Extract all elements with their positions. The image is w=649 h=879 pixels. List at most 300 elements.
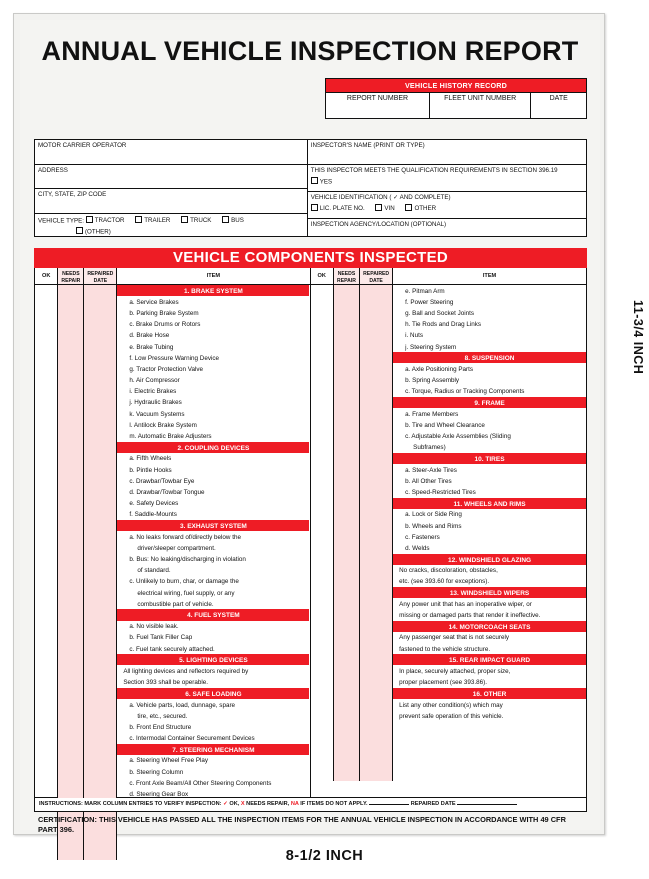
needs-repair-cell[interactable] bbox=[58, 665, 84, 676]
item-label: b. Wheels and Rims bbox=[405, 522, 462, 530]
na-mark-icon: NA bbox=[290, 801, 299, 807]
repaired-date-cell[interactable] bbox=[84, 419, 117, 430]
section-header-row bbox=[35, 285, 310, 296]
needs-repair-cell[interactable] bbox=[58, 307, 84, 318]
needs-repair-cell[interactable] bbox=[58, 755, 84, 766]
needs-repair-cell[interactable] bbox=[334, 486, 360, 497]
section-label: 11. WHEELS AND RIMS bbox=[393, 498, 586, 509]
carrier-column bbox=[35, 140, 308, 236]
filler-cell bbox=[393, 721, 586, 723]
repaired-date-cell[interactable] bbox=[360, 520, 393, 531]
inspection-item-row bbox=[311, 565, 587, 576]
item-label: b. Front End Structure bbox=[129, 723, 192, 731]
needs-repair-cell[interactable] bbox=[334, 307, 360, 318]
repaired-date-cell[interactable] bbox=[84, 677, 117, 688]
checkbox-icon[interactable] bbox=[405, 204, 412, 211]
needs-repair-cell[interactable] bbox=[58, 587, 84, 598]
needs-repair-cell[interactable] bbox=[334, 609, 360, 620]
vehicle-type-tractor-label: TRACTOR bbox=[94, 217, 125, 224]
repaired-date-cell[interactable] bbox=[84, 721, 117, 732]
needs-repair-cell[interactable] bbox=[58, 733, 84, 744]
repaired-date-cell[interactable] bbox=[84, 307, 117, 318]
ok-checkbox-cell[interactable] bbox=[311, 408, 334, 419]
repaired-date-cell[interactable] bbox=[360, 375, 393, 386]
inspection-item-row bbox=[311, 520, 587, 531]
item-label: j. Steering System bbox=[405, 343, 457, 351]
needs-repair-cell[interactable] bbox=[58, 363, 84, 374]
checkbox-icon[interactable] bbox=[375, 204, 382, 211]
repaired-date-cell[interactable] bbox=[360, 330, 393, 341]
needs-repair-cell[interactable] bbox=[334, 363, 360, 374]
repaired-date-cell[interactable] bbox=[84, 397, 117, 408]
x-mark-icon: X bbox=[240, 801, 245, 807]
item-label: fastened to the vehicle structure. bbox=[399, 645, 491, 653]
item-label: Subframes) bbox=[413, 444, 446, 452]
inspector-name-field[interactable]: INSPECTOR'S NAME (PRINT OR TYPE) bbox=[308, 140, 586, 165]
repaired-date-cell[interactable] bbox=[84, 430, 117, 441]
repaired-date-cell[interactable] bbox=[360, 643, 393, 654]
repaired-date-cell[interactable] bbox=[84, 464, 117, 475]
repaired-date-cell bbox=[84, 744, 117, 755]
table-filler-row bbox=[311, 721, 587, 781]
repaired-date-cell[interactable] bbox=[84, 509, 117, 520]
instructions-line bbox=[34, 798, 587, 812]
needs-repair-cell[interactable] bbox=[334, 319, 360, 330]
ok-checkbox-cell[interactable] bbox=[311, 296, 334, 307]
fleet-unit-number-field[interactable]: FLEET UNIT NUMBER bbox=[430, 92, 531, 118]
repaired-date-cell bbox=[360, 621, 393, 632]
ok-checkbox-cell[interactable] bbox=[311, 386, 334, 397]
needs-repair-cell[interactable] bbox=[334, 430, 360, 441]
needs-repair-cell[interactable] bbox=[58, 419, 84, 430]
needs-repair-cell[interactable] bbox=[334, 520, 360, 531]
ok-checkbox-cell[interactable] bbox=[311, 632, 334, 643]
needs-repair-cell[interactable] bbox=[58, 554, 84, 565]
checkbox-icon[interactable] bbox=[311, 177, 318, 184]
repaired-date-cell[interactable] bbox=[360, 598, 393, 609]
needs-repair-cell[interactable] bbox=[58, 710, 84, 721]
ok-checkbox-cell[interactable] bbox=[35, 699, 58, 710]
ok-checkbox-cell[interactable] bbox=[35, 531, 58, 542]
ok-checkbox-cell[interactable] bbox=[35, 632, 58, 643]
ok-checkbox-cell[interactable] bbox=[311, 375, 334, 386]
item-label: e. Brake Tubing bbox=[129, 343, 174, 351]
repaired-date-cell[interactable] bbox=[84, 498, 117, 509]
needs-repair-cell[interactable] bbox=[58, 721, 84, 732]
inspection-item-row bbox=[311, 643, 587, 654]
ok-checkbox-cell[interactable] bbox=[35, 643, 58, 654]
ok-checkbox-cell[interactable] bbox=[35, 453, 58, 464]
item-label: i. Electric Brakes bbox=[129, 388, 177, 396]
inspection-item-row bbox=[311, 576, 587, 587]
ok-checkbox-cell[interactable] bbox=[35, 498, 58, 509]
ok-checkbox-cell[interactable] bbox=[311, 710, 334, 721]
repaired-date-cell[interactable] bbox=[360, 632, 393, 643]
needs-repair-cell[interactable] bbox=[334, 408, 360, 419]
ok-checkbox-cell[interactable] bbox=[311, 330, 334, 341]
item-label: proper placement (see 393.86). bbox=[399, 679, 487, 687]
repaired-date-cell[interactable] bbox=[360, 542, 393, 553]
needs-repair-cell[interactable] bbox=[334, 509, 360, 520]
needs-repair-cell[interactable] bbox=[334, 419, 360, 430]
needs-repair-cell[interactable] bbox=[334, 632, 360, 643]
section-header-row bbox=[311, 688, 587, 699]
needs-repair-cell[interactable] bbox=[58, 319, 84, 330]
inspection-item-row bbox=[35, 665, 310, 676]
header-item: ITEM bbox=[482, 273, 497, 279]
needs-repair-cell[interactable] bbox=[334, 598, 360, 609]
repaired-date-cell[interactable] bbox=[84, 352, 117, 363]
needs-repair-cell[interactable] bbox=[58, 430, 84, 441]
needs-repair-cell[interactable] bbox=[58, 531, 84, 542]
needs-repair-cell[interactable] bbox=[334, 475, 360, 486]
instructions-blank-line[interactable] bbox=[369, 804, 409, 805]
needs-repair-cell[interactable] bbox=[58, 621, 84, 632]
needs-repair-cell[interactable] bbox=[334, 643, 360, 654]
ok-checkbox-cell[interactable] bbox=[311, 341, 334, 352]
vehicle-type-other[interactable] bbox=[38, 227, 304, 236]
needs-repair-cell[interactable] bbox=[58, 464, 84, 475]
repaired-date-cell[interactable] bbox=[360, 475, 393, 486]
section-header-row bbox=[35, 744, 310, 755]
needs-repair-cell bbox=[58, 654, 84, 665]
vehicle-type-bus[interactable] bbox=[222, 217, 244, 224]
needs-repair-cell[interactable] bbox=[334, 296, 360, 307]
ok-checkbox-cell[interactable] bbox=[311, 542, 334, 553]
inspection-item-row bbox=[35, 453, 310, 464]
needs-repair-cell[interactable] bbox=[58, 296, 84, 307]
needs-repair-cell[interactable] bbox=[58, 453, 84, 464]
repaired-date-cell[interactable] bbox=[84, 408, 117, 419]
repaired-date-cell[interactable] bbox=[84, 699, 117, 710]
ok-checkbox-cell[interactable] bbox=[35, 307, 58, 318]
repaired-date-cell[interactable] bbox=[360, 319, 393, 330]
ok-checkbox-cell[interactable] bbox=[35, 341, 58, 352]
checkbox-icon[interactable] bbox=[76, 227, 83, 234]
ok-checkbox-cell[interactable] bbox=[35, 363, 58, 374]
ok-checkbox-cell[interactable] bbox=[35, 296, 58, 307]
needs-repair-cell[interactable] bbox=[334, 285, 360, 296]
ok-checkbox-cell[interactable] bbox=[35, 430, 58, 441]
repaired-date-cell[interactable] bbox=[84, 486, 117, 497]
needs-repair-cell[interactable] bbox=[58, 386, 84, 397]
ok-checkbox-cell[interactable] bbox=[35, 755, 58, 766]
repaired-date-cell bbox=[360, 654, 393, 665]
section-label: 12. WINDSHIELD GLAZING bbox=[393, 554, 586, 565]
item-label: of standard. bbox=[137, 567, 171, 575]
repaired-date-cell[interactable] bbox=[360, 665, 393, 676]
ok-checkbox-cell[interactable] bbox=[35, 352, 58, 363]
needs-repair-cell[interactable] bbox=[334, 341, 360, 352]
needs-repair-cell[interactable] bbox=[58, 397, 84, 408]
repaired-date-cell[interactable] bbox=[84, 587, 117, 598]
repaired-date-cell[interactable] bbox=[84, 453, 117, 464]
repaired-date-cell[interactable] bbox=[84, 531, 117, 542]
ok-checkbox-cell[interactable] bbox=[35, 464, 58, 475]
checkbox-icon[interactable] bbox=[86, 216, 93, 223]
repaired-date-cell[interactable] bbox=[360, 464, 393, 475]
repaired-date-cell[interactable] bbox=[84, 755, 117, 766]
ok-checkbox-cell[interactable] bbox=[311, 363, 334, 374]
ok-checkbox-cell[interactable] bbox=[35, 330, 58, 341]
item-label: a. Axle Positioning Parts bbox=[405, 365, 474, 373]
ok-checkbox-cell[interactable] bbox=[35, 509, 58, 520]
needs-repair-cell[interactable] bbox=[58, 498, 84, 509]
repaired-date-cell[interactable] bbox=[84, 598, 117, 609]
checkbox-icon[interactable] bbox=[135, 216, 142, 223]
ok-checkbox-cell[interactable] bbox=[35, 397, 58, 408]
ok-checkbox-cell[interactable] bbox=[311, 486, 334, 497]
repaired-date-cell[interactable] bbox=[84, 733, 117, 744]
item-label: b. Pintle Hooks bbox=[129, 466, 172, 474]
needs-repair-cell[interactable] bbox=[58, 408, 84, 419]
ok-checkbox-cell[interactable] bbox=[35, 542, 58, 553]
repaired-date-cell[interactable] bbox=[84, 319, 117, 330]
repaired-date-cell[interactable] bbox=[360, 565, 393, 576]
checkbox-icon[interactable] bbox=[311, 204, 318, 211]
item-label: No cracks, discoloration, obstacles, bbox=[399, 567, 498, 575]
needs-repair-cell bbox=[334, 654, 360, 665]
repaired-date-cell[interactable] bbox=[84, 621, 117, 632]
item-label: etc. (see 393.60 for exceptions). bbox=[399, 578, 490, 586]
needs-repair-cell[interactable] bbox=[334, 442, 360, 453]
repaired-date-cell[interactable] bbox=[360, 341, 393, 352]
motor-carrier-field[interactable]: MOTOR CARRIER OPERATOR bbox=[35, 140, 307, 165]
needs-repair-cell[interactable] bbox=[334, 386, 360, 397]
item-label: m. Automatic Brake Adjusters bbox=[129, 433, 212, 441]
repaired-date-cell[interactable] bbox=[84, 375, 117, 386]
city-state-zip-field[interactable]: CITY, STATE, ZIP CODE bbox=[35, 189, 307, 214]
item-label: All lighting devices and reflectors required by bbox=[123, 667, 249, 675]
needs-repair-cell[interactable] bbox=[334, 531, 360, 542]
ok-checkbox-cell[interactable] bbox=[35, 419, 58, 430]
item-label: c. Drawbar/Towbar Eye bbox=[129, 477, 195, 485]
ok-checkbox-cell[interactable] bbox=[311, 419, 334, 430]
needs-repair-cell[interactable] bbox=[58, 632, 84, 643]
repaired-date-cell[interactable] bbox=[360, 531, 393, 542]
ok-checkbox-cell[interactable] bbox=[35, 733, 58, 744]
needs-repair-cell[interactable] bbox=[334, 542, 360, 553]
address-field[interactable]: ADDRESS bbox=[35, 165, 307, 190]
needs-repair-cell bbox=[334, 352, 360, 363]
repaired-date-cell[interactable] bbox=[84, 475, 117, 486]
needs-repair-cell[interactable] bbox=[58, 598, 84, 609]
needs-repair-cell[interactable] bbox=[58, 475, 84, 486]
repaired-date-cell[interactable] bbox=[84, 296, 117, 307]
ok-checkbox-cell[interactable] bbox=[311, 464, 334, 475]
repaired-date-cell[interactable] bbox=[84, 643, 117, 654]
ok-checkbox-cell[interactable] bbox=[311, 319, 334, 330]
repaired-date-cell[interactable] bbox=[360, 699, 393, 710]
section-header-row bbox=[311, 587, 587, 598]
needs-repair-cell[interactable] bbox=[58, 352, 84, 363]
instructions-blank-line-2[interactable] bbox=[457, 804, 517, 805]
ok-checkbox-cell[interactable] bbox=[35, 475, 58, 486]
needs-repair-cell[interactable] bbox=[334, 565, 360, 576]
left-column-header bbox=[35, 268, 310, 285]
repaired-date-cell[interactable] bbox=[84, 710, 117, 721]
ok-checkbox-cell[interactable] bbox=[35, 486, 58, 497]
repaired-date-cell[interactable] bbox=[84, 330, 117, 341]
repaired-date-cell[interactable] bbox=[84, 542, 117, 553]
needs-repair-cell[interactable] bbox=[58, 565, 84, 576]
repaired-date-cell[interactable] bbox=[360, 363, 393, 374]
repaired-date-cell[interactable] bbox=[84, 565, 117, 576]
ok-checkbox-cell[interactable] bbox=[311, 520, 334, 531]
repaired-date-cell[interactable] bbox=[360, 486, 393, 497]
repaired-date-cell[interactable] bbox=[360, 430, 393, 441]
ok-checkbox-cell[interactable] bbox=[35, 386, 58, 397]
vehicle-type-truck[interactable] bbox=[181, 217, 211, 224]
needs-repair-cell[interactable] bbox=[58, 576, 84, 587]
ok-checkbox-cell[interactable] bbox=[311, 285, 334, 296]
repaired-date-cell[interactable] bbox=[84, 665, 117, 676]
needs-repair-cell[interactable] bbox=[58, 777, 84, 788]
filler-cell bbox=[360, 721, 393, 781]
item-label: electrical wiring, fuel supply, or any bbox=[137, 589, 235, 597]
needs-repair-cell[interactable] bbox=[334, 665, 360, 676]
ok-checkbox-cell[interactable] bbox=[311, 609, 334, 620]
ok-checkbox-cell[interactable] bbox=[311, 643, 334, 654]
date-field[interactable]: DATE bbox=[531, 92, 586, 118]
ok-checkbox-cell[interactable] bbox=[311, 509, 334, 520]
ok-checkbox-cell[interactable] bbox=[35, 319, 58, 330]
vehicle-type-tractor[interactable] bbox=[86, 217, 125, 224]
carrier-inspector-block bbox=[34, 139, 587, 237]
needs-repair-cell[interactable] bbox=[334, 464, 360, 475]
section-header-row bbox=[311, 621, 587, 632]
needs-repair-cell[interactable] bbox=[334, 677, 360, 688]
repaired-date-cell[interactable] bbox=[360, 285, 393, 296]
needs-repair-cell[interactable] bbox=[58, 330, 84, 341]
needs-repair-cell bbox=[58, 609, 84, 620]
section-header-row bbox=[311, 397, 587, 408]
id-option-vin[interactable] bbox=[375, 205, 394, 212]
repaired-date-cell[interactable] bbox=[360, 710, 393, 721]
checkbox-icon[interactable] bbox=[181, 216, 188, 223]
needs-repair-cell[interactable] bbox=[58, 643, 84, 654]
item-label: i. Nuts bbox=[405, 332, 423, 340]
section-label: 2. COUPLING DEVICES bbox=[117, 442, 309, 453]
repaired-date-cell[interactable] bbox=[84, 766, 117, 777]
needs-repair-cell[interactable] bbox=[58, 699, 84, 710]
repaired-date-cell[interactable] bbox=[84, 363, 117, 374]
ok-checkbox-cell[interactable] bbox=[35, 587, 58, 598]
needs-repair-cell[interactable] bbox=[334, 576, 360, 587]
repaired-date-cell[interactable] bbox=[360, 386, 393, 397]
qualification-yes-option[interactable] bbox=[311, 177, 583, 186]
section-label: 8. SUSPENSION bbox=[393, 352, 586, 363]
ok-checkbox-cell[interactable] bbox=[35, 721, 58, 732]
header-needs-repair: NEEDS REPAIR bbox=[58, 268, 84, 284]
item-label: a. Service Brakes bbox=[129, 298, 179, 306]
repaired-date-cell[interactable] bbox=[84, 632, 117, 643]
needs-repair-cell[interactable] bbox=[334, 699, 360, 710]
report-number-field[interactable]: REPORT NUMBER bbox=[326, 92, 430, 118]
inspection-item-row bbox=[35, 699, 310, 710]
ok-checkbox-cell[interactable] bbox=[311, 677, 334, 688]
header-item: ITEM bbox=[206, 273, 221, 279]
repaired-date-cell[interactable] bbox=[360, 442, 393, 453]
ok-checkbox-cell[interactable] bbox=[311, 598, 334, 609]
repaired-date-cell[interactable] bbox=[360, 296, 393, 307]
needs-repair-cell[interactable] bbox=[334, 710, 360, 721]
ok-checkbox-cell[interactable] bbox=[35, 777, 58, 788]
checkbox-icon[interactable] bbox=[222, 216, 229, 223]
ok-checkbox-cell[interactable] bbox=[311, 475, 334, 486]
id-option-license-plate[interactable] bbox=[311, 205, 365, 212]
vehicle-type-trailer[interactable] bbox=[135, 217, 170, 224]
repaired-date-cell bbox=[84, 654, 117, 665]
ok-checkbox-cell[interactable] bbox=[311, 665, 334, 676]
ok-checkbox-cell[interactable] bbox=[311, 699, 334, 710]
ok-checkbox-cell[interactable] bbox=[35, 565, 58, 576]
repaired-date-cell[interactable] bbox=[360, 408, 393, 419]
needs-repair-cell[interactable] bbox=[58, 766, 84, 777]
repaired-date-cell[interactable] bbox=[360, 509, 393, 520]
item-label: g. Ball and Socket Joints bbox=[405, 309, 475, 317]
inspection-item-row bbox=[35, 721, 310, 732]
ok-checkbox-cell[interactable] bbox=[311, 565, 334, 576]
repaired-date-cell[interactable] bbox=[360, 609, 393, 620]
ok-checkbox-cell[interactable] bbox=[35, 554, 58, 565]
needs-repair-cell[interactable] bbox=[58, 341, 84, 352]
needs-repair-cell[interactable] bbox=[58, 375, 84, 386]
repaired-date-cell[interactable] bbox=[84, 386, 117, 397]
inspection-item-row bbox=[35, 386, 310, 397]
needs-repair-cell[interactable] bbox=[58, 509, 84, 520]
item-label: b. Tire and Wheel Clearance bbox=[405, 421, 485, 429]
repaired-date-cell[interactable] bbox=[360, 576, 393, 587]
ok-checkbox-cell[interactable] bbox=[35, 665, 58, 676]
ok-checkbox-cell[interactable] bbox=[35, 710, 58, 721]
needs-repair-cell[interactable] bbox=[58, 677, 84, 688]
repaired-date-cell bbox=[84, 442, 117, 453]
needs-repair-cell[interactable] bbox=[58, 486, 84, 497]
ok-checkbox-cell[interactable] bbox=[35, 598, 58, 609]
ok-checkbox-cell[interactable] bbox=[35, 375, 58, 386]
inspection-item-row bbox=[35, 363, 310, 374]
needs-repair-cell[interactable] bbox=[58, 542, 84, 553]
repaired-date-cell bbox=[84, 285, 117, 296]
repaired-date-cell[interactable] bbox=[84, 576, 117, 587]
ok-checkbox-cell[interactable] bbox=[35, 621, 58, 632]
ok-checkbox-cell bbox=[35, 688, 58, 699]
id-option-other[interactable] bbox=[405, 205, 436, 212]
ok-checkbox-cell[interactable] bbox=[311, 307, 334, 318]
repaired-date-cell[interactable] bbox=[360, 307, 393, 318]
repaired-date-cell[interactable] bbox=[360, 677, 393, 688]
ok-checkbox-cell[interactable] bbox=[35, 408, 58, 419]
repaired-date-cell[interactable] bbox=[84, 554, 117, 565]
ok-checkbox-cell[interactable] bbox=[311, 531, 334, 542]
ok-checkbox-cell bbox=[311, 453, 334, 464]
ok-checkbox-cell[interactable] bbox=[311, 442, 334, 453]
needs-repair-cell[interactable] bbox=[334, 330, 360, 341]
inspector-qualification-field bbox=[308, 165, 586, 192]
repaired-date-cell[interactable] bbox=[84, 777, 117, 788]
item-label: f. Saddle-Mounts bbox=[129, 511, 177, 519]
inspection-agency-field[interactable]: INSPECTION AGENCY/LOCATION (OPTIONAL) bbox=[310, 220, 447, 228]
ok-checkbox-cell[interactable] bbox=[35, 766, 58, 777]
ok-checkbox-cell[interactable] bbox=[35, 677, 58, 688]
needs-repair-cell[interactable] bbox=[334, 375, 360, 386]
ok-checkbox-cell[interactable] bbox=[311, 430, 334, 441]
ok-checkbox-cell[interactable] bbox=[311, 576, 334, 587]
repaired-date-cell[interactable] bbox=[360, 419, 393, 430]
repaired-date-cell[interactable] bbox=[84, 341, 117, 352]
ok-checkbox-cell[interactable] bbox=[35, 576, 58, 587]
